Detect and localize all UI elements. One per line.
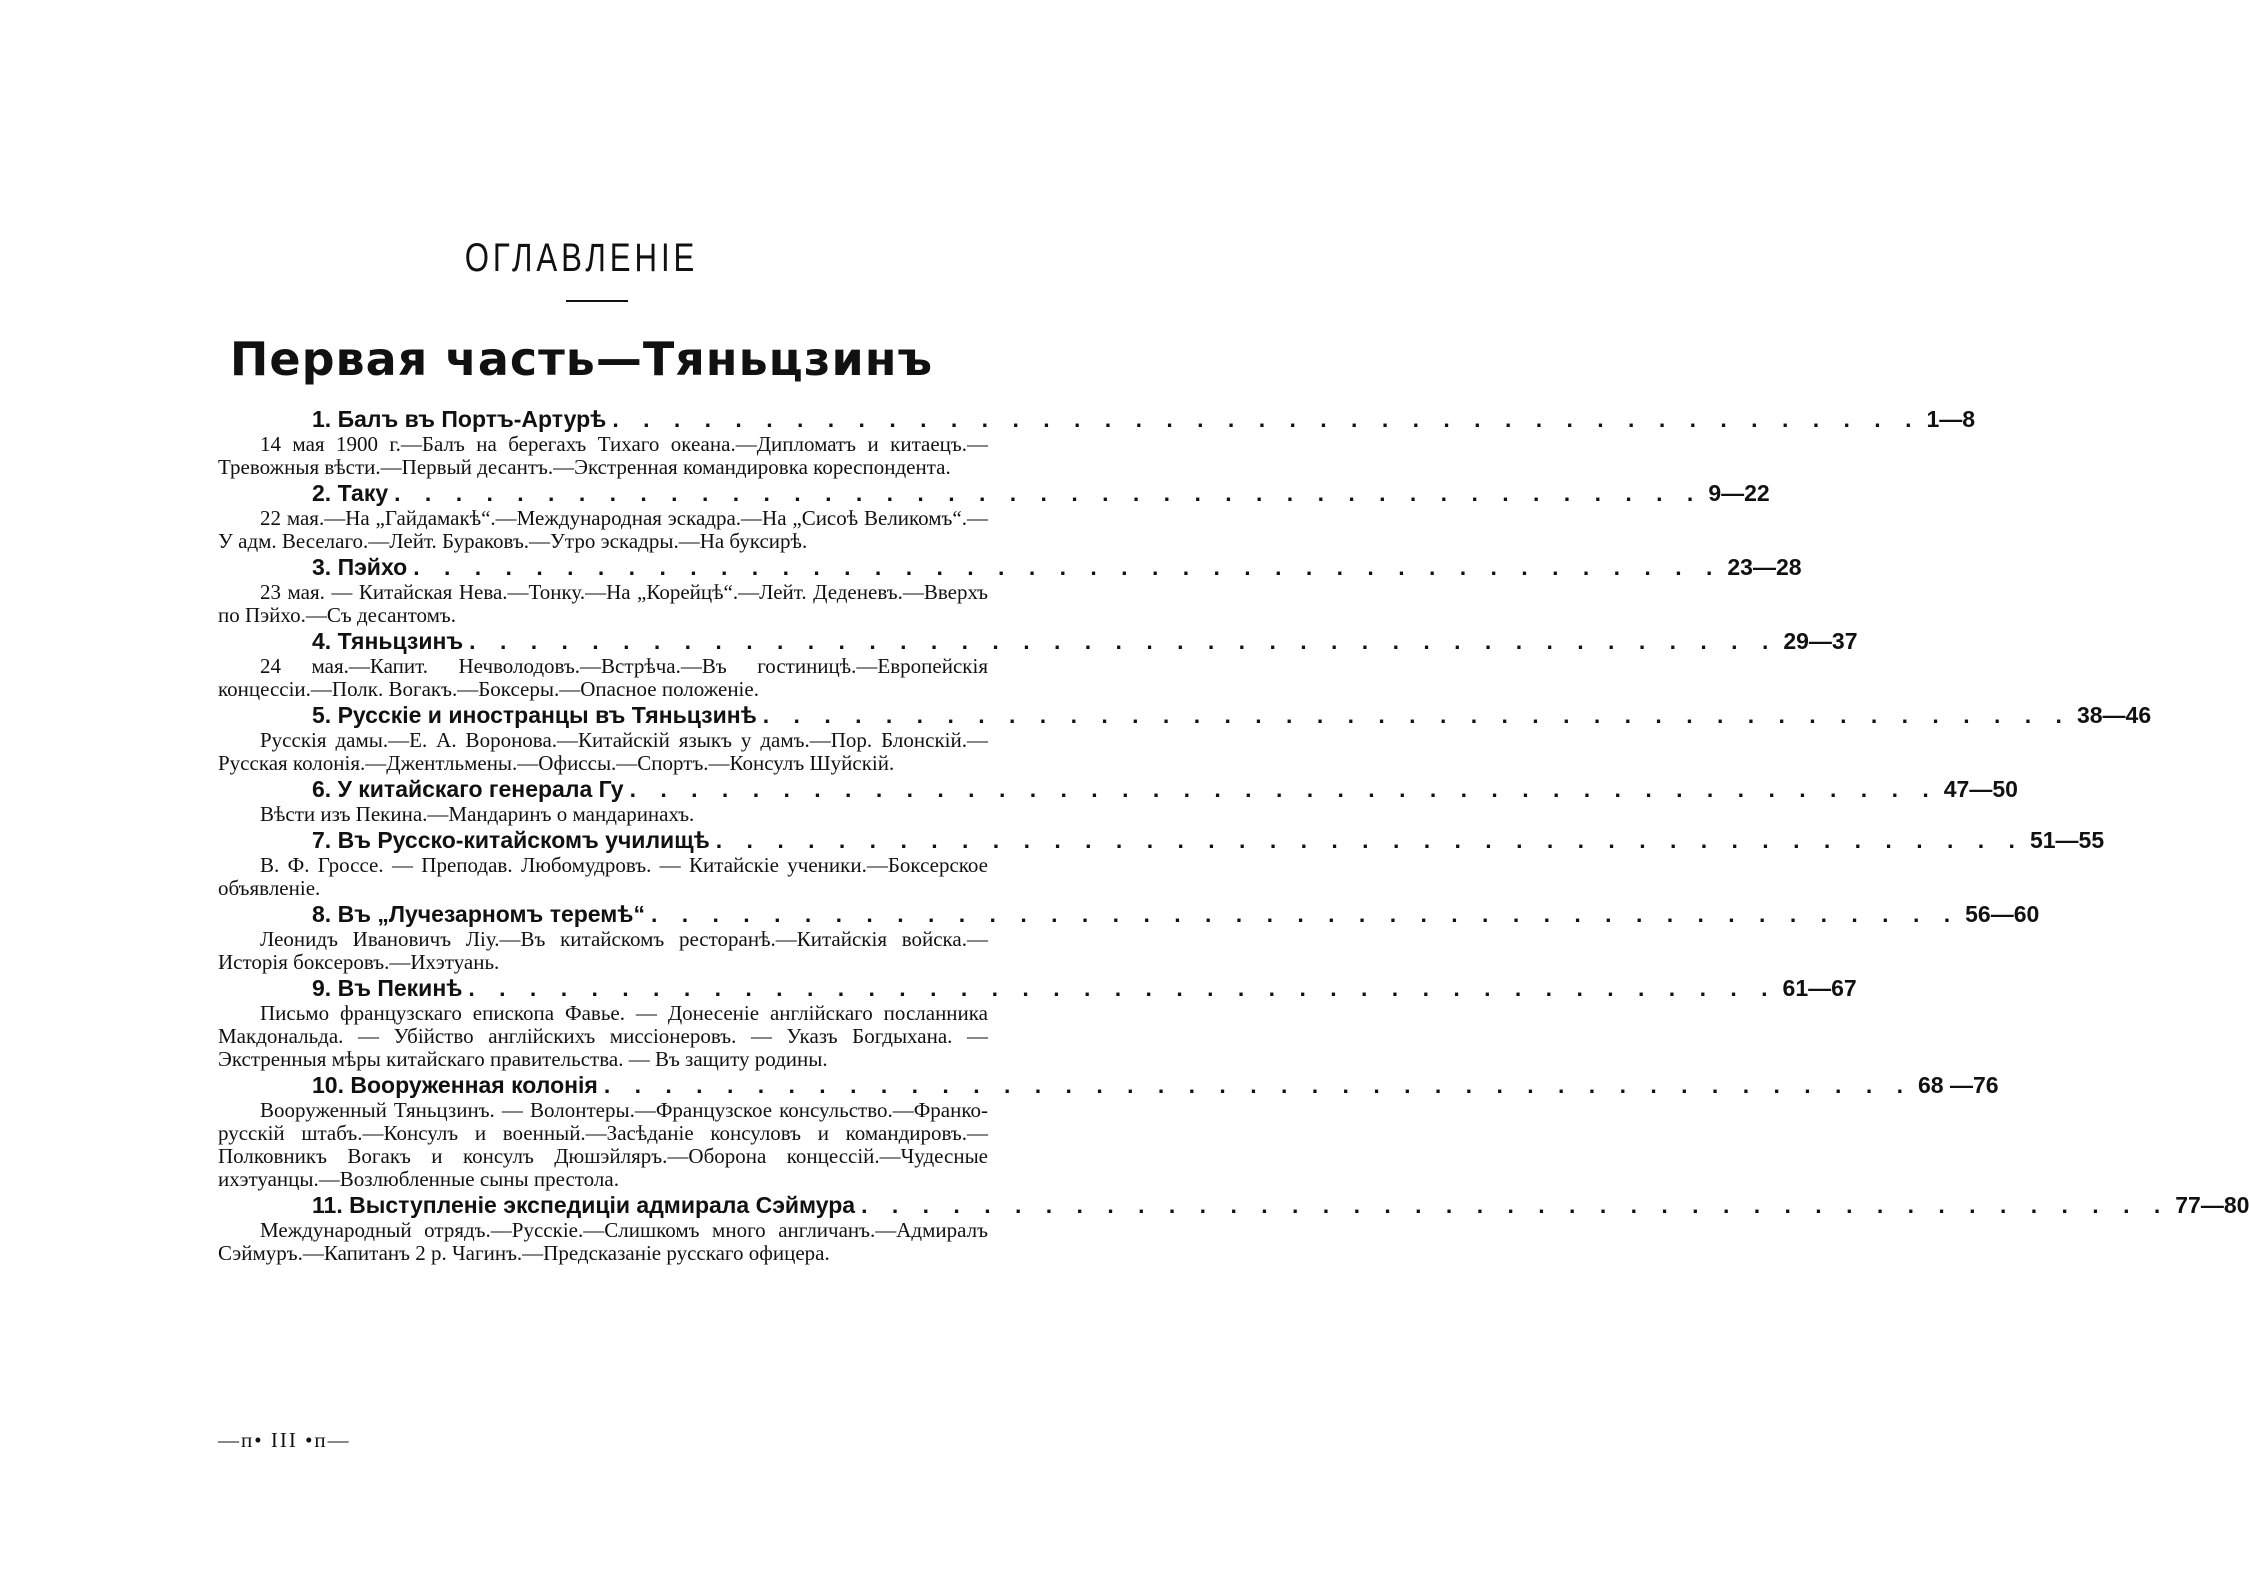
dot-leader: . . . . . . . . . . . . . . . . . . . . . . . . . . . . . . . . . . . . . . . . . . .: [650, 901, 1960, 927]
chapter-number: 2.: [312, 480, 332, 506]
toc-entry: [218, 775, 2018, 826]
chapter-summary: 14 мая 1900 г.—Балъ на берегахъ Тихаго океана.—Дипломатъ и китаецъ.—Тревожныя вѣсти.—Первый десантъ.—Экстренная командировка кореспондента.: [218, 432, 988, 479]
toc-entry: [218, 627, 1858, 701]
chapter-pages: 47—50: [1943, 776, 2018, 802]
chapter-pages: 23—28: [1727, 554, 1802, 580]
page-number-footer: —п• III •п—: [218, 1428, 351, 1452]
chapter-title: Въ Русско-китайскомъ училищѣ: [337, 827, 710, 853]
chapter-pages: 61—67: [1782, 975, 1857, 1001]
chapter-pages: 51—55: [2029, 827, 2105, 853]
toc-entry: [218, 479, 1770, 553]
chapter-summary: Письмо французскаго епископа Фавье. — Донесеніе англійскаго посланника Макдональда. — Убійство англійскихъ миссіонеровъ. — Указъ Богдыхана. — Экстренныя мѣры китайскаго правительства. — Въ защиту родины.: [218, 1001, 988, 1071]
chapter-pages: 29—37: [1783, 628, 1858, 654]
toc-entry-heading: [218, 900, 2040, 928]
chapter-pages: 56—60: [1965, 901, 2040, 927]
chapter-title: Вооруженная колонія: [350, 1072, 598, 1098]
chapter-number: 10.: [312, 1072, 344, 1098]
chapter-summary: 22 мая.—На „Гайдамакѣ“.—Международная эскадра.—На „Сисоѣ Великомъ“.—У адм. Веселаго.—Лейт. Бураковъ.—Утро эскадры.—На буксирѣ.: [218, 506, 988, 553]
chapter-number: 11.: [312, 1192, 343, 1218]
toc-entry-heading: [218, 974, 1857, 1002]
toc-entry: [218, 974, 1857, 1071]
chapter-pages: 77—80: [2175, 1192, 2249, 1218]
dot-leader: . . . . . . . . . . . . . . . . . . . . . . . . . . . . . . . . . . . . . . . . . . .: [629, 776, 1938, 802]
toc-entry: [218, 553, 1802, 627]
toc-entry: [218, 900, 2040, 974]
chapter-title: Таку: [337, 480, 389, 506]
toc-entry: [218, 1191, 2249, 1265]
dot-leader: . . . . . . . . . . . . . . . . . . . . . . . . . . . . . . . . . . . . . . . . . . .: [394, 480, 1703, 506]
chapter-heading: [312, 553, 407, 581]
chapter-title: Выступленіе экспедиціи адмирала Сэймура: [349, 1192, 856, 1218]
toc-entry-heading: [218, 553, 1802, 581]
chapter-heading: [312, 627, 463, 655]
chapter-summary: Вооруженный Тяньцзинъ. — Волонтеры.—Французское консульство.—Франко-русскій штабъ.—Консулъ и военный.—Засѣданіе консуловъ и командировъ.—Полковникъ Вогакъ и консулъ Дюшэйляръ.—Оборона концессій.—Чудесные ихэтуанцы.—Возлюбленные сыны престола.: [218, 1098, 988, 1191]
chapter-title: Русскіе и иностранцы въ Тяньцзинѣ: [337, 702, 757, 728]
toc-entry-heading: [218, 826, 2105, 854]
toc-entry-heading: [218, 405, 1976, 433]
chapter-number: 5.: [312, 702, 332, 728]
chapter-heading: [312, 479, 388, 507]
chapter-heading: [312, 405, 606, 433]
toc-entry-heading: [218, 701, 2152, 729]
chapter-heading: [312, 701, 757, 729]
dot-leader: . . . . . . . . . . . . . . . . . . . . . . . . . . . . . . . . . . . . . . . . . . .: [762, 702, 2071, 728]
dot-leader: . . . . . . . . . . . . . . . . . . . . . . . . . . . . . . . . . . . . . . . . . . .: [715, 827, 2024, 853]
chapter-title: У китайскаго генерала Гу: [337, 776, 624, 802]
dot-leader: . . . . . . . . . . . . . . . . . . . . . . . . . . . . . . . . . . . . . . . . . . .: [612, 406, 1921, 432]
toc-entry-heading: [218, 479, 1770, 507]
chapter-pages: 38—46: [2076, 702, 2152, 728]
chapter-heading: [312, 900, 645, 928]
chapter-pages: 1—8: [1926, 406, 1976, 432]
chapter-pages: 68 —76: [1918, 1072, 1999, 1098]
chapter-number: 9.: [312, 975, 332, 1001]
toc-entry: [218, 701, 2152, 775]
dot-leader: . . . . . . . . . . . . . . . . . . . . . . . . . . . . . . . . . . . . . . . . . . .: [468, 975, 1777, 1001]
chapter-heading: [312, 775, 624, 803]
chapter-heading: [312, 1191, 855, 1219]
chapter-number: 8.: [312, 901, 332, 927]
dot-leader: . . . . . . . . . . . . . . . . . . . . . . . . . . . . . . . . . . . . . . . . . . .: [861, 1192, 2170, 1218]
title-divider: [566, 300, 628, 302]
chapter-summary: 23 мая. — Китайская Нева.—Тонку.—На „Корейцѣ“.—Лейт. Деденевъ.—Вверхъ по Пэйхо.—Съ десантомъ.: [218, 580, 988, 627]
chapter-pages: 9—22: [1708, 480, 1770, 506]
page-title: ОГЛАВЛЕНІЕ: [464, 236, 699, 280]
chapter-summary: Русскія дамы.—Е. А. Воронова.—Китайскій языкъ у дамъ.—Пор. Блонскій.—Русская колонія.—Джентльмены.—Офиссы.—Спортъ.—Консулъ Шуйскій.: [218, 728, 988, 775]
part-title: Первая часть—Тяньцзинъ: [229, 332, 934, 386]
toc-entry: [218, 405, 1976, 479]
chapter-title: Пэйхо: [337, 554, 408, 580]
chapter-number: 6.: [312, 776, 332, 802]
table-of-contents: [218, 405, 2249, 1265]
toc-entry-heading: [218, 1191, 2249, 1219]
toc-entry-heading: [218, 775, 2018, 803]
chapter-summary: Вѣсти изъ Пекина.—Мандаринъ о мандаринахъ.: [260, 802, 695, 826]
chapter-summary: В. Ф. Гроссе. — Преподав. Любомудровъ. — Китайскіе ученики.—Боксерское объявленіе.: [218, 853, 988, 900]
toc-entry: [218, 826, 2105, 900]
dot-leader: . . . . . . . . . . . . . . . . . . . . . . . . . . . . . . . . . . . . . . . . . . .: [413, 554, 1722, 580]
chapter-heading: [312, 974, 462, 1002]
chapter-title: Въ Пекинѣ: [337, 975, 463, 1001]
toc-entry: [218, 1071, 1999, 1191]
toc-entry-heading: [218, 627, 1858, 655]
chapter-title: Балъ въ Портъ-Артурѣ: [337, 406, 607, 432]
chapter-summary: Международный отрядъ.—Русскіе.—Слишкомъ много англичанъ.—Адмиралъ Сэймуръ.—Капитанъ 2 р. Чагинъ.—Предсказаніе русскаго офицера.: [218, 1218, 988, 1265]
chapter-title: Въ „Лучезарномъ теремѣ“: [337, 901, 645, 927]
chapter-summary: Леонидъ Ивановичъ Ліу.—Въ китайскомъ ресторанѣ.—Китайскія войска.—Исторія боксеровъ.—Ихэтуань.: [218, 927, 988, 974]
dot-leader: . . . . . . . . . . . . . . . . . . . . . . . . . . . . . . . . . . . . . . . . . . .: [603, 1072, 1912, 1098]
chapter-heading: [312, 826, 710, 854]
chapter-number: 7.: [312, 827, 332, 853]
toc-entry-heading: [218, 1071, 1999, 1099]
dot-leader: . . . . . . . . . . . . . . . . . . . . . . . . . . . . . . . . . . . . . . . . . . .: [469, 628, 1778, 654]
chapter-title: Тяньцзинъ: [337, 628, 464, 654]
chapter-number: 4.: [312, 628, 332, 654]
chapter-number: 1.: [312, 406, 332, 432]
chapter-summary: 24 мая.—Капит. Нечволодовъ.—Встрѣча.—Въ гостиницѣ.—Европейскія концессіи.—Полк. Вогакъ.—Боксеры.—Опасное положеніе.: [218, 654, 988, 701]
chapter-heading: [312, 1071, 598, 1099]
chapter-number: 3.: [312, 554, 332, 580]
